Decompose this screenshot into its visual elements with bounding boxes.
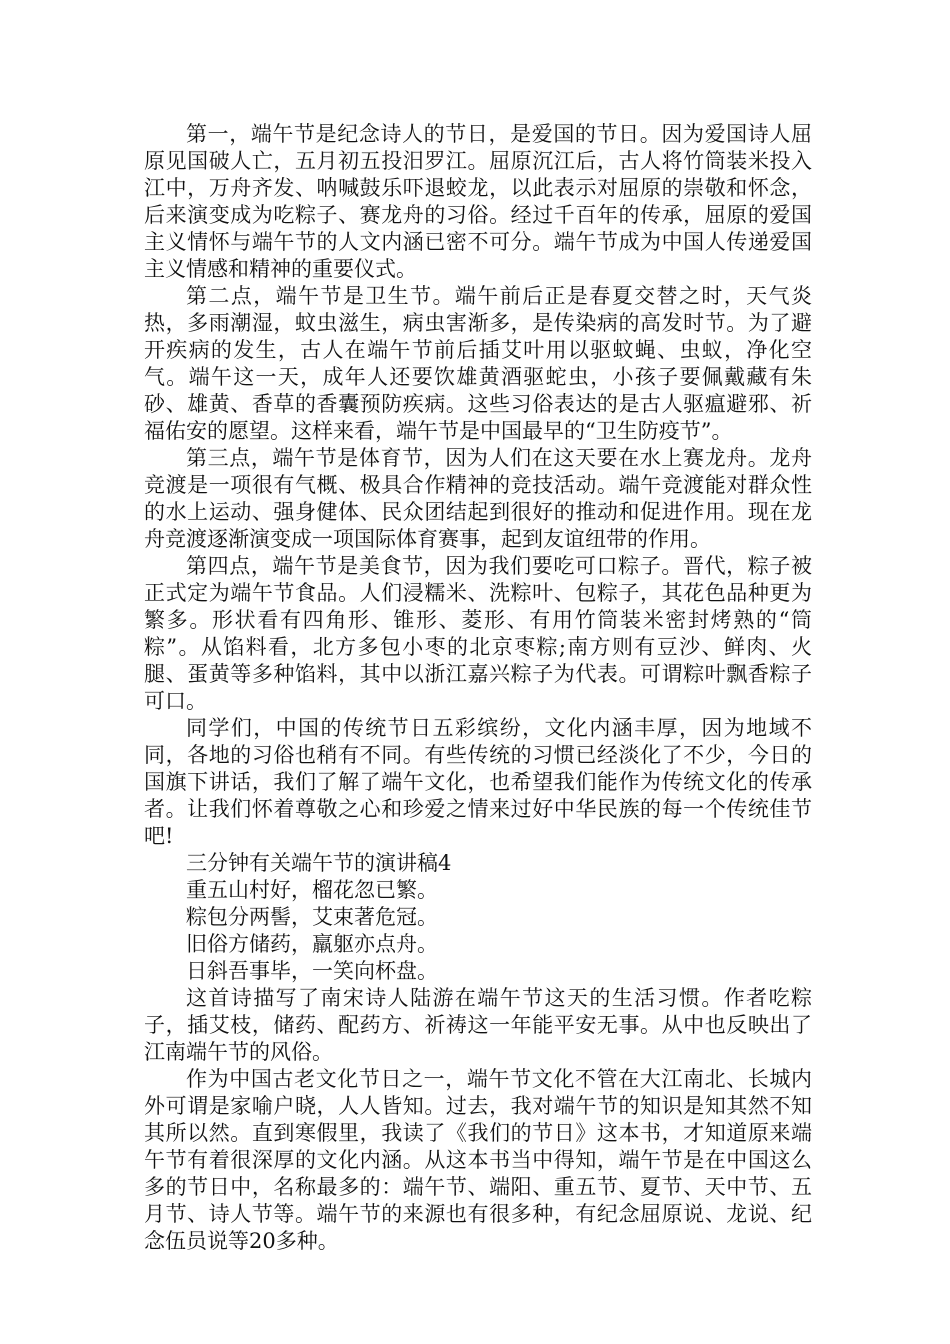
paragraph-2: 第二点，端午节是卫生节。端午前后正是春夏交替之时，天气炎热，多雨潮湿，蚊虫滋生，病虫害渐多，是传染病的高发时节。为了避开疾病的发生，古人在端午节前后插艾叶用以驱蚊蝇、虫蚁，净化空气。端午这一天，成年人还要饮雄黄酒驱蛇虫，小孩子要佩戴藏有朱砂、雄黄、香草的香囊预防疾病。这些习俗表达的是古人驱瘟避邪、祈福佑安的愿望。这样来看，端午节是中国最早的“卫生防疫节”。 [144, 284, 812, 443]
paragraph-6: 这首诗描写了南宋诗人陆游在端午节这天的生活习惯。作者吃粽子，插艾枝，储药、配药方、祈祷这一年能平安无事。从中也反映出了江南端午节的风俗。 [144, 986, 812, 1064]
poem-line-4: 日斜吾事毕，一笑向杯盘。 [186, 959, 438, 983]
paragraph-5: 同学们，中国的传统节日五彩缤纷，文化内涵丰厚，因为地域不同，各地的习俗也稍有不同。有些传统的习惯已经淡化了不少，今日的国旗下讲话，我们了解了端午文化，也希望我们能作为传统文化的传承者。让我们怀着尊敬之心和珍爱之情来过好中华民族的每一个传统佳节吧! [144, 716, 812, 848]
poem-line-1: 重五山村好，榴花忽已繁。 [186, 878, 438, 902]
poem-line-2: 粽包分两髻，艾束著危冠。 [186, 905, 438, 929]
paragraph-4: 第四点，端午节是美食节，因为我们要吃可口粽子。晋代，粽子被正式定为端午节食品。人们浸糯米、洗粽叶、包粽子，其花色品种更为繁多。形状看有四角形、锥形、菱形、有用竹筒装米密封烤熟的“筒粽”。从馅料看，北方多包小枣的北京枣粽;南方则有豆沙、鲜肉、火腿、蛋黄等多种馅料，其中以浙江嘉兴粽子为代表。可谓粽叶飘香粽子可口。 [144, 554, 812, 713]
paragraph-7: 作为中国古老文化节日之一，端午节文化不管在大江南北、长城内外可谓是家喻户晓，人人皆知。过去，我对端午节的知识是知其然不知其所以然。直到寒假里，我读了《我们的节日》这本书，才知道原来端午节有着很深厚的文化内涵。从这本书当中得知，端午节是在中国这么多的节日中，名称最多的：端午节、端阳、重五节、夏节、天中节、五月节、诗人节等。端午节的来源也有很多种，有纪念屈原说、龙说、纪念伍员说等20多种。 [144, 1067, 812, 1253]
paragraph-1: 第一，端午节是纪念诗人的节日，是爱国的节日。因为爱国诗人屈原见国破人亡，五月初五投汨罗江。屈原沉江后，古人将竹筒装米投入江中，万舟齐发、呐喊鼓乐吓退蛟龙，以此表示对屈原的崇敬和怀念，后来演变成为吃粽子、赛龙舟的习俗。经过千百年的传承，屈原的爱国主义情怀与端午节的人文内涵已密不可分。端午节成为中国人传递爱国主义情感和精神的重要仪式。 [144, 122, 812, 281]
paragraph-3: 第三点，端午节是体育节，因为人们在这天要在水上赛龙舟。龙舟竞渡是一项很有气概、极具合作精神的竞技活动。端午竞渡能对群众性的水上运动、强身健体、民众团结起到很好的推动和促进作用。现在龙舟竞渡逐渐演变成一项国际体育赛事，起到友谊纽带的作用。 [144, 446, 812, 551]
section-heading: 三分钟有关端午节的演讲稿4 [186, 851, 452, 875]
poem-line-3: 旧俗方储药，羸躯亦点舟。 [186, 932, 438, 956]
document-body [144, 121, 812, 1255]
